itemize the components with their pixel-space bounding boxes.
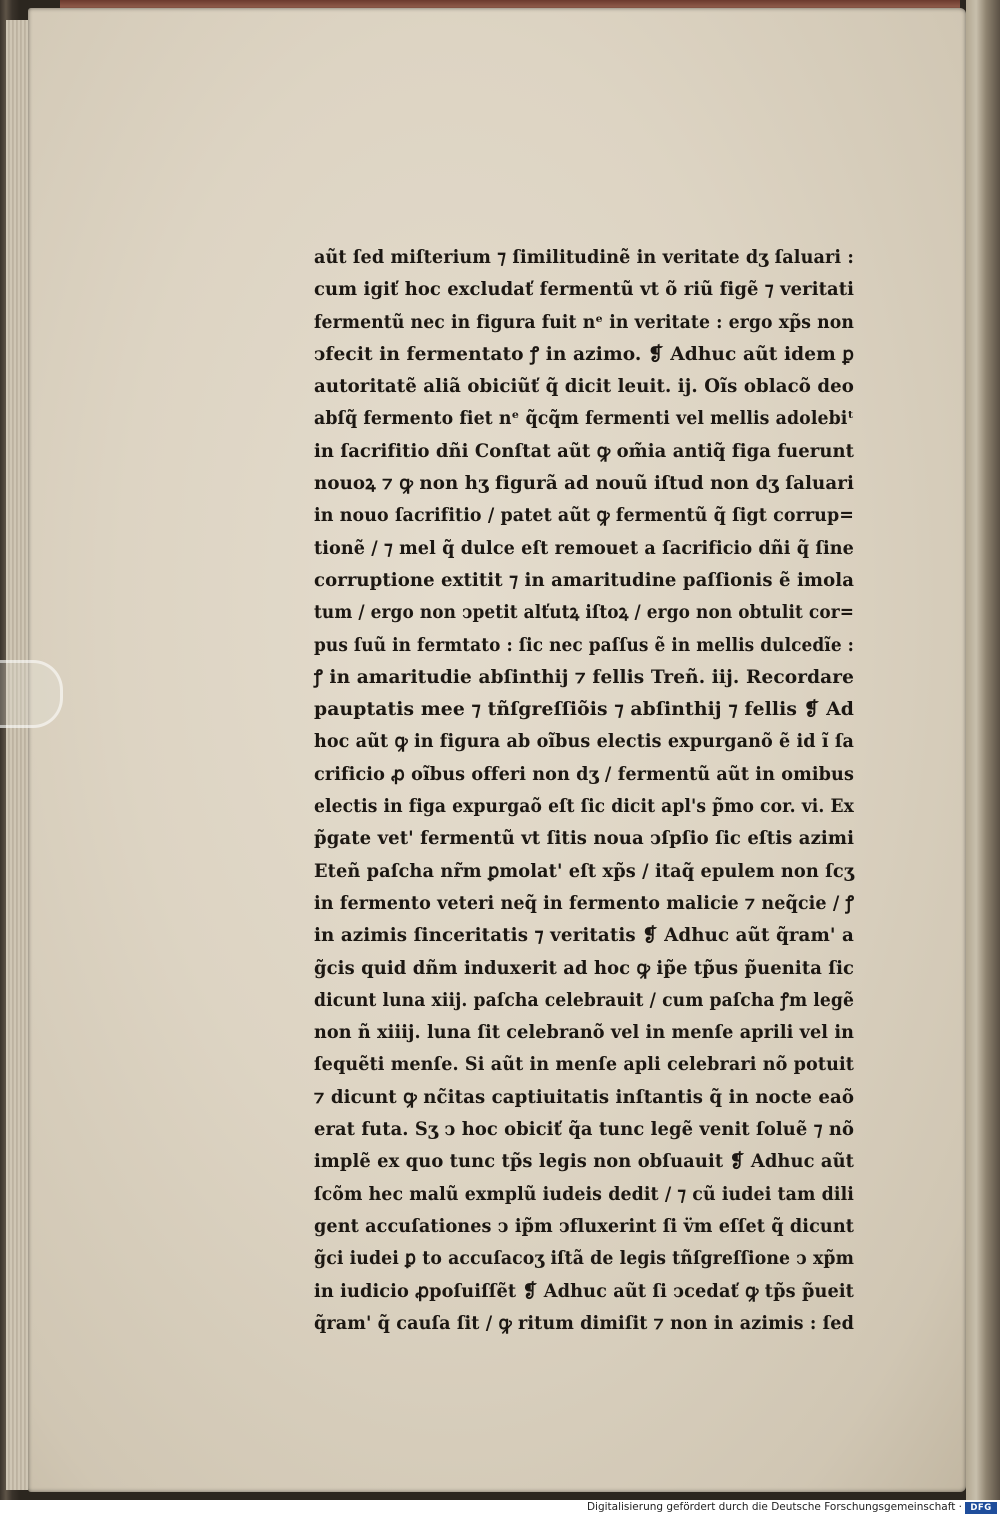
- text-line: non ñ xiiij. luna ſit celebranõ vel in menſe aprili vel in: [314, 1022, 855, 1044]
- text-line: implẽ ex quo tunc tp̃s legis non obſuauit ❡ Adhuc aũt: [314, 1151, 855, 1173]
- text-line: autoritatẽ aliã obiciũť q̃ dicit leuit. ij. Oĩs oblacõ deo: [314, 376, 854, 398]
- text-line: gent accuſationes ↄ ip̃m ↄfluxerint ſi v̈m eſſet q̃ dicunt: [314, 1215, 854, 1237]
- text-line: ↄfecit in fermentato ꝭ in azimo. ❡ Adhuc aũt idem ꝑ: [314, 343, 854, 365]
- text-line: q̃ram' q̃ cauſa ſit / ꝙ ritum dimiſit ⁊ non in azimis : ſed: [314, 1312, 855, 1334]
- text-line: in iudicio ꝓpoſuiſſẽt ❡ Adhuc aũt ſi ↄcedať ꝙ tp̃s p̃ueit: [314, 1280, 854, 1302]
- text-line: ⁊ dicunt ꝙ nc̃itas captiuitatis inſtantis q̃ in nocte eaõ: [314, 1086, 855, 1108]
- text-line: fermentũ nec in figura fuit nᵉ in veritate : ergo xp̃s non: [314, 311, 855, 333]
- text-line: in ſacrifitio dñi Conſtat aũt ꝙ om̃ia antiq̃ figa fuerunt: [314, 440, 855, 462]
- page-text-block: [314, 242, 854, 1340]
- text-line: p̃gate vet' fermentũ vt ſitis noua ↄſpſio ſic eſtis azimi: [314, 828, 855, 850]
- text-line: tionẽ / ⁊ mel q̃ dulce eſt remouet a ſacrificio dñi q̃ ſine: [314, 537, 854, 559]
- text-line: g̃cis quid dñm induxerit ad hoc ꝙ ip̃e tp̃us p̃uenita ſic: [314, 957, 855, 979]
- text-line: nouoꝝ ⁊ ꝙ non hʒ figurã ad nouũ iſtud non dʒ ſaluari: [314, 473, 854, 495]
- dfg-logo-icon: DFG: [965, 1502, 997, 1514]
- text-line: erat futa. Sʒ ↄ hoc obiciť q̃a tunc legẽ venit ſoluẽ ⁊ nõ: [314, 1119, 855, 1141]
- text-line: in fermento veteri neq̃ in fermento malicie ⁊ neq̃cie / ꝭ: [314, 892, 854, 914]
- page-edges-right: [966, 0, 1000, 1500]
- text-line: tum / ergo non ↄpetit alťutꝝ iſtoꝝ / ergo non obtulit cor=: [314, 602, 855, 624]
- text-line: electis in figa expurgaõ eſt ſic dicit apl's p̃mo cor. vi. Ex: [314, 796, 855, 818]
- text-line: corruptione extitit ⁊ in amaritudine paſſionis ẽ imola: [314, 569, 854, 591]
- text-line: pus ſuũ in fermtato : ſic nec paſſus ẽ in mellis dulcedĩe :: [314, 634, 855, 656]
- text-line: in nouo ſacrifitio / patet aũt ꝙ fermentũ q̃ ſigt corrup=: [314, 505, 854, 527]
- footer-bar: [0, 1500, 1000, 1516]
- text-line: ꝭ in amaritudie abſinthij ⁊ fellis Treñ. iij. Recordare: [314, 666, 854, 688]
- text-line: hoc aũt ꝙ in figura ab oĩbus electis expurganõ ẽ id ĩ ſa: [314, 731, 855, 753]
- text-line: ſequẽti menſe. Si aũt in menſe apli celebrari nõ potuit: [314, 1054, 854, 1076]
- text-line: cum igiť hoc excludať fermentũ vt õ riũ figẽ ⁊ veritati: [314, 279, 855, 301]
- text-line: ſcõm hec malũ exmplũ iudeis dedit / ⁊ cũ iudei tam dili: [314, 1183, 855, 1205]
- text-line: dicunt luna xiij. paſcha celebrauit / cum paſcha ꝭm legẽ: [314, 989, 855, 1011]
- text-line: Eteñ paſcha nr̃m ꝑmolat' eſt xp̃s / itaq̃ epulem non ſcʒ: [314, 860, 855, 882]
- text-line: abſq̃ fermento fiet nᵉ q̃cq̃m fermenti vel mellis adolebiᵗ: [314, 408, 854, 430]
- text-line: g̃ci iudei ꝑ to accuſacoʒ iſtã de legis tñſgreſſione ↄ xp̃m: [314, 1248, 855, 1270]
- footer-credit: Digitalisierung gefördert durch die Deutsche Forschungsgemeinschaft ·: [586, 1501, 962, 1513]
- text-line: aũt ſed miſterium ⁊ ſimilitudinẽ in veritate dʒ ſaluari :: [314, 247, 854, 268]
- text-line: pauptatis mee ⁊ tñſgreſſiõis ⁊ abſinthij ⁊ fellis ❡ Ad: [314, 699, 855, 721]
- text-line: in azimis ſinceritatis ⁊ veritatis ❡ Adhuc aũt q̃ram' a: [314, 925, 854, 947]
- page-clip: [0, 660, 63, 728]
- page-edges-left: [6, 20, 28, 1490]
- text-line: crificio ꝓ oĩbus offeri non dʒ / fermentũ aũt in omibus: [314, 763, 854, 785]
